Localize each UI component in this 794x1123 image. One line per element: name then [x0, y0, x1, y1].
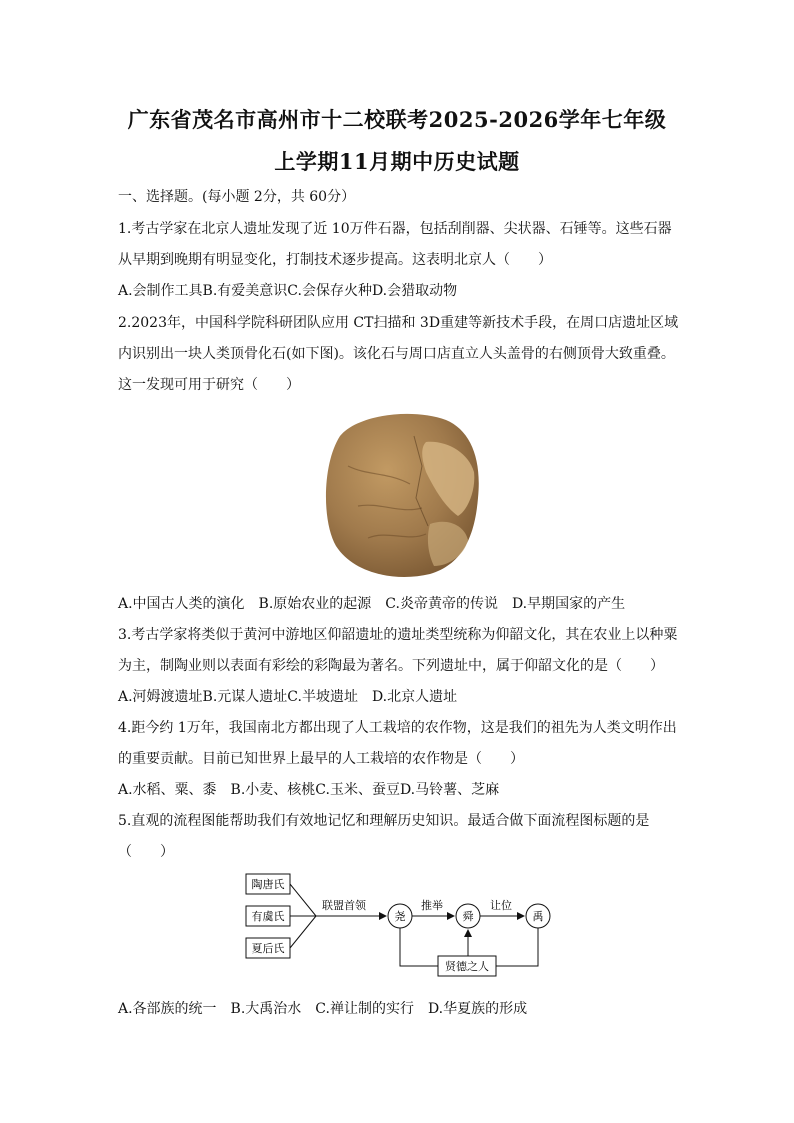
- recommend-arrow-label: 推举: [421, 899, 443, 912]
- q2-line1: 2.2023年，中国科学院科研团队应用 CT扫描和 3D重建等新技术手段，在周口店遗址区域: [118, 315, 679, 331]
- skull-fossil-image: [318, 406, 484, 580]
- tribe-label-xiahou: 夏后氏: [251, 942, 285, 955]
- exam-title-line2: 上学期11月期中历史试题: [274, 149, 520, 174]
- abdicate-arrow-label: 让位: [490, 899, 512, 912]
- q1-line2: 从早期到晚期有明显变化，打制技术逐步提高。这表明北京人（ ）: [118, 252, 552, 268]
- q2-line3: 这一发现可用于研究（ ）: [118, 377, 300, 393]
- leader-label-yu: 禹: [532, 910, 544, 923]
- converge-lines: [290, 884, 316, 948]
- leader-label-shun: 舜: [462, 910, 474, 923]
- leader-label-yao: 尧: [394, 910, 406, 923]
- alliance-arrow-label: 联盟首领: [322, 899, 366, 912]
- q5-line1: 5.直观的流程图能帮助我们有效地记忆和理解历史知识。最适合做下面流程图标题的是: [118, 813, 650, 829]
- q4-line1: 4.距今约 1万年，我国南北方都出现了人工栽培的农作物，这是我们的祖先为人类文明作出: [118, 720, 677, 736]
- virtuous-person-label: 贤德之人: [445, 960, 489, 973]
- q5-options: A.各部族的统一 B.大禹治水 C.禅让制的实行 D.华夏族的形成: [118, 1001, 528, 1017]
- exam-title-line1: 广东省茂名市高州市十二校联考2025-2026学年七年级: [127, 107, 667, 132]
- q1-options: A.会制作工具B.有爱美意识C.会保存火种D.会猎取动物: [118, 283, 458, 299]
- q1-line1: 1.考古学家在北京人遗址发现了近 10万件石器，包括刮削器、尖状器、石锤等。这些石器: [118, 221, 672, 237]
- q2-options: A.中国古人类的演化 B.原始农业的起源 C.炎帝黄帝的传说 D.早期国家的产生: [118, 596, 626, 612]
- tribe-label-youyu: 有虞氏: [251, 910, 285, 923]
- q3-line2: 为主，制陶业则以表面有彩绘的彩陶最为著名。下列遗址中，属于仰韶文化的是（ ）: [118, 658, 664, 674]
- q3-options: A.河姆渡遗址B.元谋人遗址C.半坡遗址 D.北京人遗址: [118, 689, 458, 705]
- q3-line1: 3.考古学家将类似于黄河中游地区仰韶遗址的遗址类型统称为仰韶文化，其在农业上以种粟: [118, 627, 678, 643]
- loop-left-line: [400, 928, 438, 966]
- q4-options: A.水稻、粟、黍 B.小麦、核桃C.玉米、蚕豆D.马铃薯、芝麻: [118, 782, 500, 798]
- loop-right-line: [496, 928, 538, 966]
- q4-line2: 的重要贡献。目前已知世界上最早的人工栽培的农作物是（ ）: [118, 751, 524, 767]
- shanrang-flow-diagram: [240, 868, 560, 980]
- section-header: 一、选择题。(每小题 2分，共 60分）: [118, 189, 356, 205]
- tribe-label-taotang: 陶唐氏: [251, 878, 285, 891]
- q2-line2: 内识别出一块人类顶骨化石(如下图)。该化石与周口店直立人头盖骨的右侧顶骨大致重叠。: [118, 346, 675, 362]
- q5-line2: （ ）: [118, 844, 174, 860]
